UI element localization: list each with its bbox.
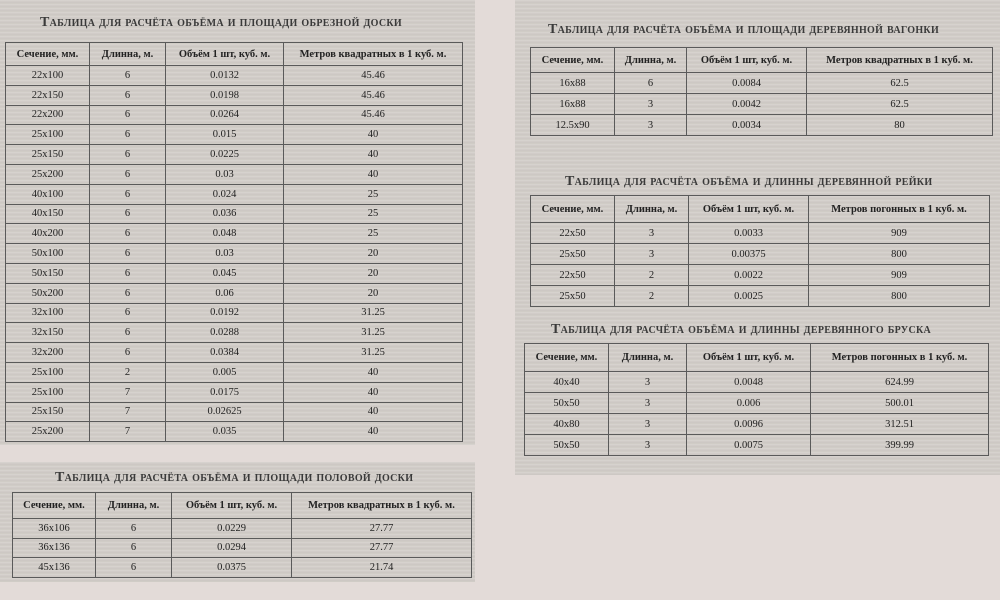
table-row xyxy=(6,204,463,224)
table-row xyxy=(531,244,990,265)
table-cell: 40 xyxy=(284,145,463,165)
column-header: Объём 1 шт, куб. м. xyxy=(689,196,809,223)
table-row xyxy=(6,105,463,125)
table-cell: 25x50 xyxy=(531,286,615,307)
table-cell: 0.0132 xyxy=(166,66,284,86)
table-cell: 40x100 xyxy=(6,184,90,204)
table-cell: 16x88 xyxy=(531,94,615,115)
table-cell: 0.0175 xyxy=(166,382,284,402)
table-cell: 25 xyxy=(284,204,463,224)
table-cell: 0.0229 xyxy=(172,519,292,539)
table-cell: 6 xyxy=(90,85,166,105)
table-cell: 45.46 xyxy=(284,105,463,125)
table-brusok xyxy=(524,343,989,456)
table-cell: 6 xyxy=(90,244,166,264)
table-cell: 6 xyxy=(90,66,166,86)
table-cell: 0.048 xyxy=(166,224,284,244)
table-cell: 0.0375 xyxy=(172,558,292,578)
table-cell: 31.25 xyxy=(284,303,463,323)
table-cell: 40x200 xyxy=(6,224,90,244)
table-row xyxy=(531,265,990,286)
table-row xyxy=(531,115,993,136)
table-cell: 40x40 xyxy=(525,372,609,393)
table-cell: 25 xyxy=(284,224,463,244)
table-row xyxy=(6,125,463,145)
table-cell: 0.0288 xyxy=(166,323,284,343)
column-header: Объём 1 шт, куб. м. xyxy=(172,493,292,519)
table-cell: 0.0034 xyxy=(687,115,807,136)
table-cell: 0.0225 xyxy=(166,145,284,165)
table-row xyxy=(6,343,463,363)
table-row xyxy=(13,519,472,539)
table-row xyxy=(6,323,463,343)
table-cell: 3 xyxy=(609,414,687,435)
table-cell: 0.0384 xyxy=(166,343,284,363)
column-header: Длинна, м. xyxy=(90,43,166,66)
table-header-row xyxy=(531,196,990,223)
column-header: Длинна, м. xyxy=(615,196,689,223)
table-cell: 6 xyxy=(90,125,166,145)
table-cell: 0.0042 xyxy=(687,94,807,115)
table-cell: 16x88 xyxy=(531,73,615,94)
table-cell: 0.0096 xyxy=(687,414,811,435)
table-cell: 0.036 xyxy=(166,204,284,224)
column-header: Метров квадратных в 1 куб. м. xyxy=(807,48,993,73)
table-cell: 0.00375 xyxy=(689,244,809,265)
table-cell: 50x100 xyxy=(6,244,90,264)
table-cell: 399.99 xyxy=(811,435,989,456)
table-cell: 31.25 xyxy=(284,323,463,343)
table-cell: 0.0075 xyxy=(687,435,811,456)
table-cell: 3 xyxy=(615,115,687,136)
table-row xyxy=(6,303,463,323)
table-row xyxy=(6,382,463,402)
column-header: Метров квадратных в 1 куб. м. xyxy=(284,43,463,66)
column-header: Сечение, мм. xyxy=(531,196,615,223)
table-cell: 3 xyxy=(609,393,687,414)
table-cell: 22x150 xyxy=(6,85,90,105)
table-cell: 0.0025 xyxy=(689,286,809,307)
table-cell: 3 xyxy=(609,372,687,393)
table-cell: 0.0198 xyxy=(166,85,284,105)
table-cell: 32x150 xyxy=(6,323,90,343)
table-cell: 25x100 xyxy=(6,382,90,402)
table-row xyxy=(6,283,463,303)
table-cell: 80 xyxy=(807,115,993,136)
table-cell: 22x100 xyxy=(6,66,90,86)
table-cell: 3 xyxy=(609,435,687,456)
table-cell: 800 xyxy=(809,244,990,265)
table-cell: 0.03 xyxy=(166,164,284,184)
table-cell: 50x50 xyxy=(525,435,609,456)
table-cell: 3 xyxy=(615,94,687,115)
table-cell: 25x100 xyxy=(6,125,90,145)
table-cell: 32x200 xyxy=(6,343,90,363)
table-cell: 25x150 xyxy=(6,402,90,422)
table-cell: 7 xyxy=(90,382,166,402)
table-cell: 2 xyxy=(615,286,689,307)
table-header-row xyxy=(525,344,989,372)
table-row xyxy=(6,244,463,264)
column-header: Метров квадратных в 1 куб. м. xyxy=(292,493,472,519)
table-cell: 32x100 xyxy=(6,303,90,323)
table-cell: 36x136 xyxy=(13,538,96,558)
table-cell: 6 xyxy=(90,145,166,165)
table-row xyxy=(6,362,463,382)
table-row xyxy=(6,66,463,86)
table-title-polovaya: Таблица для расчёта объёма и площади половой доски xyxy=(55,470,414,485)
table-title-reika: Таблица для расчёта объёма и длинны деревянной рейки xyxy=(565,174,933,189)
table-cell: 22x200 xyxy=(6,105,90,125)
table-row xyxy=(525,372,989,393)
table-cell: 50x150 xyxy=(6,263,90,283)
table-cell: 20 xyxy=(284,283,463,303)
table-cell: 0.0033 xyxy=(689,223,809,244)
table-cell: 6 xyxy=(96,519,172,539)
table-cell: 0.0294 xyxy=(172,538,292,558)
table-cell: 6 xyxy=(90,283,166,303)
table-cell: 0.03 xyxy=(166,244,284,264)
table-header-row xyxy=(6,43,463,66)
table-cell: 40x80 xyxy=(525,414,609,435)
table-cell: 45x136 xyxy=(13,558,96,578)
table-cell: 40 xyxy=(284,164,463,184)
table-reika xyxy=(530,195,990,307)
table-row xyxy=(13,538,472,558)
table-row xyxy=(13,558,472,578)
table-cell: 6 xyxy=(90,323,166,343)
table-cell: 6 xyxy=(90,184,166,204)
table-cell: 6 xyxy=(90,343,166,363)
table-cell: 25x100 xyxy=(6,362,90,382)
table-row xyxy=(6,145,463,165)
table-cell: 6 xyxy=(615,73,687,94)
table-cell: 0.0264 xyxy=(166,105,284,125)
table-cell: 45.46 xyxy=(284,66,463,86)
column-header: Объём 1 шт, куб. м. xyxy=(687,48,807,73)
column-header: Длинна, м. xyxy=(96,493,172,519)
table-cell: 20 xyxy=(284,263,463,283)
table-row xyxy=(6,224,463,244)
table-cell: 36x106 xyxy=(13,519,96,539)
table-cell: 6 xyxy=(90,224,166,244)
table-cell: 0.005 xyxy=(166,362,284,382)
table-title-brusok: Таблица для расчёта объёма и длинны деревянного бруска xyxy=(551,322,932,337)
table-cell: 0.024 xyxy=(166,184,284,204)
column-header: Метров погонных в 1 куб. м. xyxy=(809,196,990,223)
column-header: Сечение, мм. xyxy=(13,493,96,519)
table-cell: 500.01 xyxy=(811,393,989,414)
table-cell: 31.25 xyxy=(284,343,463,363)
table-cell: 0.006 xyxy=(687,393,811,414)
column-header: Сечение, мм. xyxy=(531,48,615,73)
table-cell: 62.5 xyxy=(807,73,993,94)
table-cell: 21.74 xyxy=(292,558,472,578)
table-cell: 6 xyxy=(90,303,166,323)
table-cell: 22x50 xyxy=(531,265,615,286)
table-cell: 40 xyxy=(284,362,463,382)
table-cell: 40 xyxy=(284,382,463,402)
table-header-row xyxy=(531,48,993,73)
table-vagonka xyxy=(530,47,993,136)
table-cell: 0.015 xyxy=(166,125,284,145)
table-cell: 40 xyxy=(284,125,463,145)
table-cell: 0.06 xyxy=(166,283,284,303)
table-cell: 624.99 xyxy=(811,372,989,393)
table-cell: 0.035 xyxy=(166,422,284,442)
column-header: Метров погонных в 1 куб. м. xyxy=(811,344,989,372)
table-cell: 12.5x90 xyxy=(531,115,615,136)
table-cell: 6 xyxy=(96,538,172,558)
column-header: Сечение, мм. xyxy=(6,43,90,66)
table-cell: 7 xyxy=(90,422,166,442)
table-cell: 0.0192 xyxy=(166,303,284,323)
column-header: Длинна, м. xyxy=(609,344,687,372)
table-row xyxy=(525,435,989,456)
table-obreznaya xyxy=(5,42,463,442)
table-cell: 25x50 xyxy=(531,244,615,265)
table-cell: 27.77 xyxy=(292,538,472,558)
table-row xyxy=(6,85,463,105)
table-cell: 909 xyxy=(809,223,990,244)
table-row xyxy=(6,422,463,442)
table-cell: 6 xyxy=(96,558,172,578)
table-cell: 25 xyxy=(284,184,463,204)
table-cell: 2 xyxy=(615,265,689,286)
table-cell: 25x200 xyxy=(6,422,90,442)
table-cell: 800 xyxy=(809,286,990,307)
table-cell: 25x150 xyxy=(6,145,90,165)
table-cell: 6 xyxy=(90,263,166,283)
table-cell: 909 xyxy=(809,265,990,286)
table-cell: 0.0084 xyxy=(687,73,807,94)
table-title-vagonka: Таблица для расчёта объёма и площади деревянной вагонки xyxy=(548,22,940,37)
table-cell: 6 xyxy=(90,204,166,224)
table-cell: 6 xyxy=(90,164,166,184)
table-polovaya xyxy=(12,492,472,578)
table-cell: 50x200 xyxy=(6,283,90,303)
table-row xyxy=(6,402,463,422)
table-cell: 45.46 xyxy=(284,85,463,105)
table-cell: 3 xyxy=(615,244,689,265)
table-cell: 25x200 xyxy=(6,164,90,184)
table-row xyxy=(531,94,993,115)
table-cell: 312.51 xyxy=(811,414,989,435)
table-cell: 0.0048 xyxy=(687,372,811,393)
table-cell: 2 xyxy=(90,362,166,382)
column-header: Длинна, м. xyxy=(615,48,687,73)
table-cell: 6 xyxy=(90,105,166,125)
table-cell: 0.045 xyxy=(166,263,284,283)
table-row xyxy=(525,414,989,435)
column-header: Объём 1 шт, куб. м. xyxy=(166,43,284,66)
table-cell: 50x50 xyxy=(525,393,609,414)
table-cell: 27.77 xyxy=(292,519,472,539)
table-cell: 62.5 xyxy=(807,94,993,115)
table-title-obreznaya: Таблица для расчёта объёма и площади обрезной доски xyxy=(40,15,403,30)
table-cell: 40 xyxy=(284,422,463,442)
table-row xyxy=(525,393,989,414)
table-row xyxy=(531,223,990,244)
table-cell: 0.0022 xyxy=(689,265,809,286)
table-cell: 7 xyxy=(90,402,166,422)
table-row xyxy=(531,286,990,307)
table-cell: 0.02625 xyxy=(166,402,284,422)
table-cell: 3 xyxy=(615,223,689,244)
table-cell: 40x150 xyxy=(6,204,90,224)
table-row xyxy=(6,263,463,283)
table-row xyxy=(6,184,463,204)
table-cell: 20 xyxy=(284,244,463,264)
table-row xyxy=(531,73,993,94)
table-cell: 22x50 xyxy=(531,223,615,244)
column-header: Объём 1 шт, куб. м. xyxy=(687,344,811,372)
table-cell: 40 xyxy=(284,402,463,422)
table-row xyxy=(6,164,463,184)
table-header-row xyxy=(13,493,472,519)
column-header: Сечение, мм. xyxy=(525,344,609,372)
